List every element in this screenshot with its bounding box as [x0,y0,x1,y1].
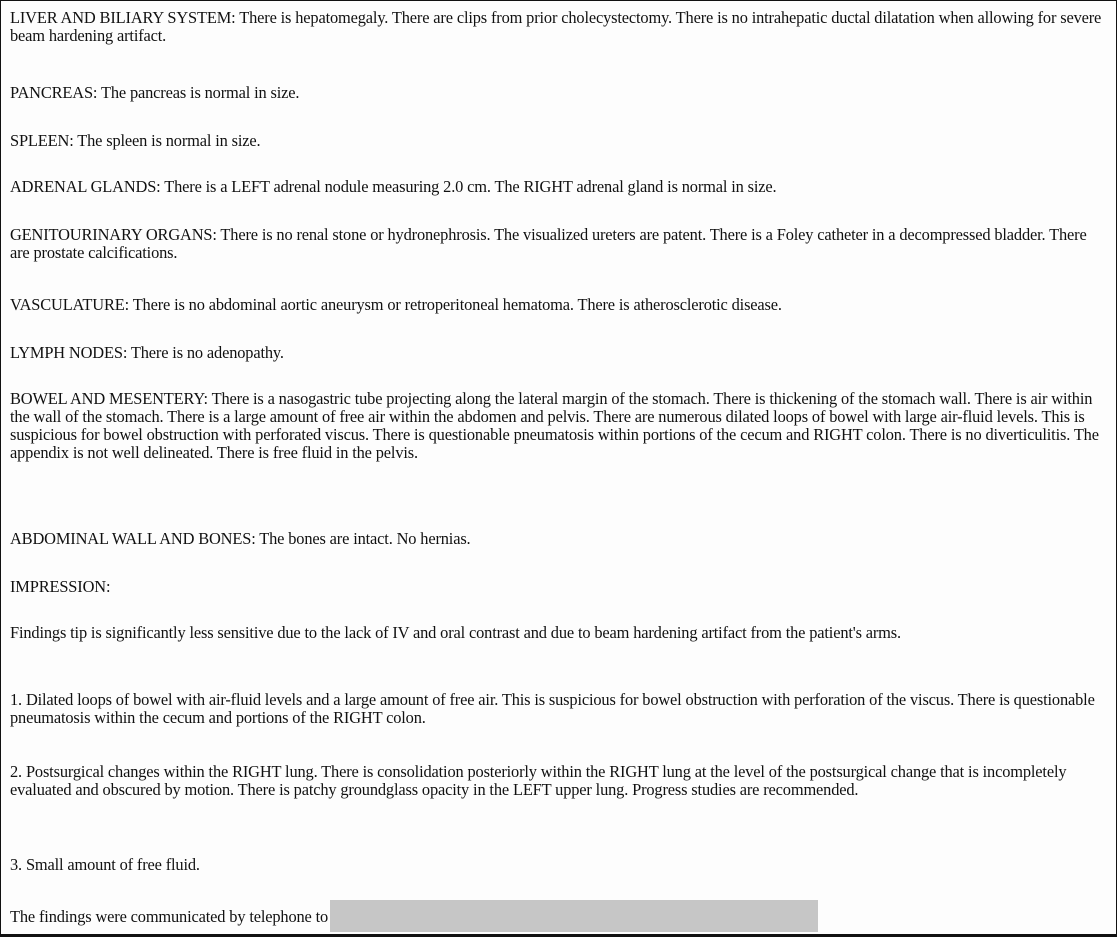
findings-note: Findings tip is significantly less sensitive due to the lack of IV and oral contrast and due to beam hardening artifact from the patient's arms. [10,623,901,642]
impression-item-1: 1. Dilated loops of bowel with air-fluid levels and a large amount of free air. This is suspicious for bowel obstruction with perforation of the viscus. There is questionable pneumatosis within the cecum and portions of the RIGHT colon. [10,690,1095,727]
section-abdominal-wall [10,530,1108,548]
section-text: The pancreas is normal in size. [100,83,300,102]
section-text: There is hepatomegaly. There are clips from prior cholecystectomy. There is no intrahepatic ductal dilatation when allowing for severe beam hardening artifact. [10,8,1102,45]
section-lymph-nodes [10,344,1108,362]
section-vasculature [10,296,1108,314]
impression-item-3: 3. Small amount of free fluid. [10,855,200,874]
section-text: There is no adenopathy. [130,343,284,362]
section-heading: LIVER AND BILIARY SYSTEM: [10,8,236,27]
communication-line [10,902,1108,934]
section-liver-biliary [10,9,1108,45]
section-text: There is no abdominal aortic aneurysm or retroperitoneal hematoma. There is atherosclerotic disease. [132,295,782,314]
redaction-box [330,900,818,932]
section-heading: GENITOURINARY ORGANS: [10,225,217,244]
section-text: There is no renal stone or hydronephrosis. The visualized ureters are patent. There is a Foley catheter in a decompressed bladder. There are prostate calcifications. [10,225,1087,262]
section-genitourinary [10,226,1108,262]
section-spleen [10,132,1108,150]
section-text: There is a nasogastric tube projecting along the lateral margin of the stomach. There is thickening of the stomach wall. There is air within the wall of the stomach. There is a large amount of free air within the abdomen and pelvis. There are numerous dilated loops of bowel with large air-fluid levels. This is suspicious for bowel obstruction with perforated viscus. There is questionable pneumatosis within portions of the cecum and RIGHT colon. There is no diverticulitis. The appendix is not well delineated. There is free fluid in the pelvis. [10,389,1099,462]
section-text: There is a LEFT adrenal nodule measuring 2.0 cm. The RIGHT adrenal gland is normal in size. [164,177,777,196]
section-heading: PANCREAS: [10,83,98,102]
section-bowel-mesentery [10,390,1108,462]
section-adrenal [10,178,1108,196]
section-heading: VASCULATURE: [10,295,130,314]
section-heading: LYMPH NODES: [10,343,128,362]
impression-item-2: 2. Postsurgical changes within the RIGHT lung. There is consolidation posteriorly within the RIGHT lung at the level of the postsurgical change that is incompletely evaluated and obscured by motion. There is patchy groundglass opacity in the LEFT upper lung. Progress studies are recommended. [10,762,1067,799]
section-heading: SPLEEN: [10,131,74,150]
section-text: The bones are intact. No hernias. [259,529,471,548]
section-pancreas [10,84,1108,102]
communication-text: The findings were communicated by telephone to [10,906,329,926]
section-heading: ADRENAL GLANDS: [10,177,161,196]
section-heading: ABDOMINAL WALL AND BONES: [10,529,256,548]
section-text: The spleen is normal in size. [77,131,261,150]
impression-heading: IMPRESSION: [10,577,111,596]
section-heading: BOWEL AND MESENTERY: [10,389,208,408]
